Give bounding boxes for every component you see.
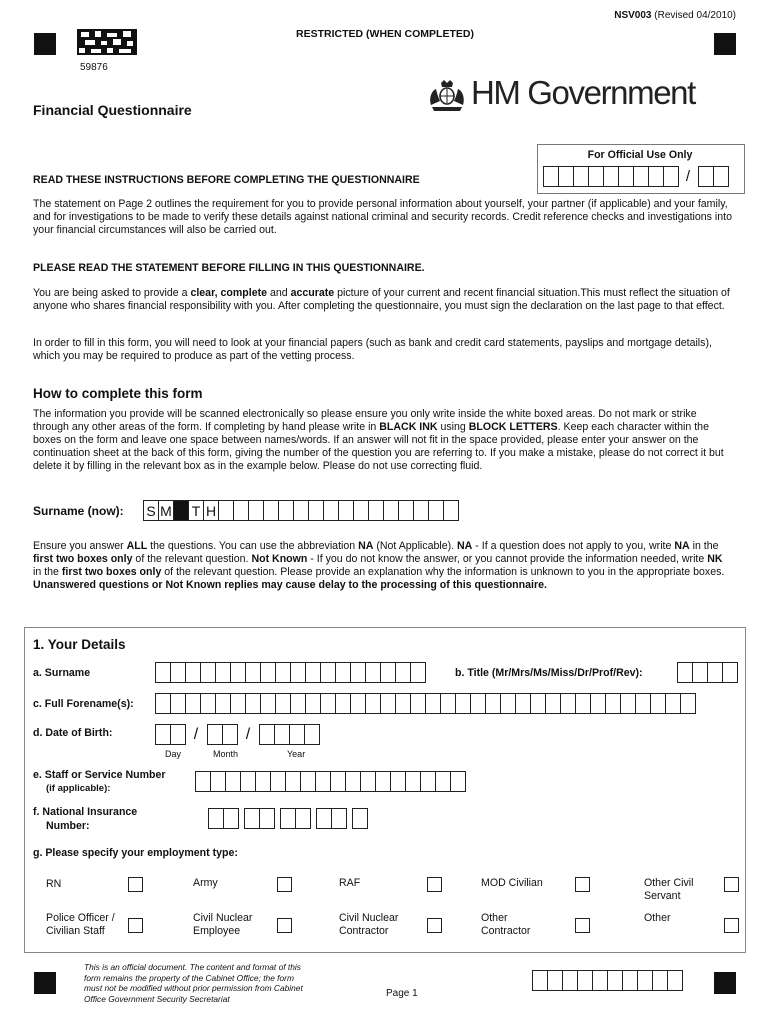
how-to-heading: How to complete this form <box>33 386 203 401</box>
char-box[interactable] <box>532 970 548 991</box>
char-box[interactable] <box>405 771 421 792</box>
char-box[interactable] <box>295 808 311 829</box>
form-code-label: NSV003 <box>614 10 652 21</box>
char-box[interactable] <box>207 724 223 745</box>
char-box[interactable] <box>230 693 246 714</box>
text-run: BLOCK LETTERS <box>468 420 558 433</box>
option-raf-label: RAF <box>339 877 361 889</box>
char-box[interactable] <box>316 808 332 829</box>
char-box[interactable] <box>259 724 275 745</box>
char-box[interactable] <box>225 771 241 792</box>
char-box[interactable] <box>500 693 516 714</box>
char-box[interactable] <box>255 771 271 792</box>
char-box[interactable] <box>530 693 546 714</box>
char-box[interactable] <box>215 693 231 714</box>
char-box[interactable] <box>223 808 239 829</box>
char-box[interactable] <box>300 771 316 792</box>
char-box[interactable] <box>275 662 291 683</box>
barcode <box>77 29 137 55</box>
char-box[interactable] <box>335 693 351 714</box>
example-surname-boxes <box>143 500 458 521</box>
text-run: . Keep each character within the boxes on the form and leave one space between names/words. If an answer will not fit in the space provided, please enter your answer on the continuation sheet at the back of this form, giving the number of the question you are referring to. If you make a mistake, please do not correct it but delete it by filling in the relevant box as in the example below. Please do not use correcting fluid. <box>33 420 724 472</box>
text-run: using <box>437 420 469 433</box>
form-code <box>614 10 736 21</box>
option-police-label: Police Officer / Civilian Staff <box>46 912 115 937</box>
text-run: NK <box>707 552 723 565</box>
option-mod-civilian-label: MOD Civilian <box>481 877 543 889</box>
char-box[interactable] <box>200 662 216 683</box>
char-box[interactable] <box>350 662 366 683</box>
char-box[interactable] <box>410 693 426 714</box>
option-other-label: Other <box>644 912 671 924</box>
option-raf-checkbox[interactable] <box>427 877 442 892</box>
char-box[interactable] <box>245 693 261 714</box>
char-box[interactable] <box>410 662 426 683</box>
text-run: - If a question does not apply to you, write <box>472 540 675 552</box>
char-box[interactable] <box>440 693 456 714</box>
char-box[interactable] <box>185 693 201 714</box>
option-other-checkbox[interactable] <box>724 918 739 933</box>
option-army-label: Army <box>193 877 218 889</box>
dob-separator: / <box>193 726 199 743</box>
dob-label: d. Date of Birth: <box>33 727 113 739</box>
char-box[interactable] <box>545 693 561 714</box>
option-other-civil-servant-label: Other Civil Servant <box>644 877 694 902</box>
char-box[interactable] <box>380 693 396 714</box>
char-box <box>278 500 294 521</box>
text-run: The information you provide will be scanned electronically so please ensure you only write inside the white boxed areas. Do not mark or strike through any other areas of the form. If completing by hand please write in <box>33 408 697 433</box>
char-box[interactable] <box>215 662 231 683</box>
char-box[interactable] <box>560 693 576 714</box>
char-box[interactable] <box>352 808 368 829</box>
option-civil-nuclear-employee-checkbox[interactable] <box>277 918 292 933</box>
instructions-paragraph-3: In order to fill in this form, you will need to look at your financial papers (such as bank and credit card statements, payslips and mortgage details), which you may be required to produce as part of the vetting process. <box>33 337 712 362</box>
char-box <box>368 500 384 521</box>
char-box[interactable] <box>435 771 451 792</box>
char-box[interactable] <box>390 771 406 792</box>
surname-input[interactable] <box>155 662 425 683</box>
dob-input[interactable] <box>155 724 319 745</box>
title-label: b. Title (Mr/Mrs/Ms/Miss/Dr/Prof/Rev): <box>455 667 643 679</box>
restricted-label: RESTRICTED (WHEN COMPLETED) <box>296 28 474 40</box>
text-run: Not Known <box>251 552 308 565</box>
forenames-input[interactable] <box>155 693 695 714</box>
char-box[interactable] <box>577 970 593 991</box>
instructions-paragraph-1: The statement on Page 2 outlines the requirement for you to provide personal information about yourself, your partner (if applicable) and your family, and for investigations to be made to verify these details against national criminal and security records. Credit reference checks and investigations into your financial circumstances will also be carried out. <box>33 198 732 236</box>
char-box[interactable] <box>185 662 201 683</box>
char-box[interactable] <box>280 808 296 829</box>
char-box[interactable] <box>680 693 696 714</box>
char-box[interactable] <box>170 724 186 745</box>
char-box[interactable] <box>420 771 436 792</box>
option-other-civil-servant-checkbox[interactable] <box>724 877 739 892</box>
example-deleted-box <box>173 500 189 521</box>
char-box[interactable] <box>425 693 441 714</box>
text-run: in the <box>33 565 62 578</box>
char-box[interactable] <box>667 970 683 991</box>
char-box[interactable] <box>698 166 714 187</box>
page-title: Financial Questionnaire <box>33 102 192 118</box>
how-to-paragraph <box>33 408 733 473</box>
text-run: picture of your current and recent financial situation.This must reflect the situation of anyone who shares financial responsibility with you. After completing the questionnaire, you must sign the declaration on the last page to that effect. <box>33 287 730 312</box>
text-run: NA <box>457 540 473 552</box>
char-box <box>383 500 399 521</box>
char-box[interactable] <box>722 662 738 683</box>
char-box[interactable] <box>365 693 381 714</box>
option-rn-checkbox[interactable] <box>128 877 143 892</box>
char-box[interactable] <box>331 808 347 829</box>
char-box <box>353 500 369 521</box>
char-box[interactable] <box>515 693 531 714</box>
char-box <box>323 500 339 521</box>
instructions-heading: READ THESE INSTRUCTIONS BEFORE COMPLETING THE QUESTIONNAIRE <box>33 174 420 186</box>
char-box[interactable] <box>637 970 653 991</box>
char-box <box>248 500 264 521</box>
char-box[interactable] <box>305 662 321 683</box>
char-box[interactable] <box>620 693 636 714</box>
char-box <box>263 500 279 521</box>
forenames-label: c. Full Forename(s): <box>33 698 134 710</box>
char-box[interactable] <box>650 693 666 714</box>
option-army-checkbox[interactable] <box>277 877 292 892</box>
char-box[interactable] <box>365 662 381 683</box>
instructions-paragraph-2 <box>33 287 733 313</box>
official-use-label: For Official Use Only <box>587 149 693 161</box>
year-caption: Year <box>287 749 306 759</box>
char-box[interactable] <box>607 970 623 991</box>
char-box[interactable] <box>320 693 336 714</box>
statement-heading: PLEASE READ THE STATEMENT BEFORE FILLING IN THIS QUESTIONNAIRE. <box>33 262 425 274</box>
text-run: - If you do not know the answer, or you cannot provide the information needed, write <box>307 552 708 565</box>
text-run: Unanswered questions or Not Known replies may cause delay to the processing of this questionnaire. <box>33 578 547 591</box>
example-surname-label: Surname (now): <box>33 504 124 518</box>
char-box[interactable] <box>320 662 336 683</box>
option-other-contractor-label: Other Contractor <box>481 912 531 937</box>
text-run: first two boxes only <box>61 565 162 578</box>
char-box[interactable] <box>395 693 411 714</box>
char-box[interactable] <box>677 662 693 683</box>
char-box[interactable] <box>222 724 238 745</box>
option-other-contractor-checkbox[interactable] <box>575 918 590 933</box>
char-box[interactable] <box>547 970 563 991</box>
char-box[interactable] <box>485 693 501 714</box>
char-box[interactable] <box>240 771 256 792</box>
char-box[interactable] <box>170 662 186 683</box>
char-box[interactable] <box>470 693 486 714</box>
char-box[interactable] <box>315 771 331 792</box>
char-box[interactable] <box>590 693 606 714</box>
ni-sublabel: Number: <box>46 820 90 832</box>
dob-separator: / <box>245 726 251 743</box>
option-mod-civilian-checkbox[interactable] <box>575 877 590 892</box>
ni-input[interactable] <box>208 808 367 829</box>
char-box[interactable] <box>665 693 681 714</box>
char-box[interactable] <box>230 662 246 683</box>
text-run: of the relevant question. Please provide an explanation why the information is unknown to you in the appropriate boxes. <box>161 565 725 578</box>
char-box[interactable] <box>543 166 559 187</box>
char-box[interactable] <box>289 724 305 745</box>
text-run: clear, complete <box>190 287 268 299</box>
char-box[interactable] <box>244 808 260 829</box>
footer-reference-boxes <box>532 970 682 991</box>
char-box[interactable] <box>652 970 668 991</box>
char-box[interactable] <box>588 166 604 187</box>
text-run: of the relevant question. <box>132 552 252 565</box>
char-box <box>218 500 234 521</box>
your-details-heading: 1. Your Details <box>33 637 126 652</box>
registration-mark-bottom-left <box>34 972 56 994</box>
char-box[interactable] <box>304 724 320 745</box>
char-box[interactable] <box>692 662 708 683</box>
option-civil-nuclear-contractor-label: Civil Nuclear Contractor <box>339 912 399 937</box>
char-box[interactable] <box>210 771 226 792</box>
text-run: in the <box>689 540 719 552</box>
option-rn-label: RN <box>46 878 62 890</box>
char-box[interactable] <box>290 693 306 714</box>
char-box[interactable] <box>622 970 638 991</box>
text-run: Ensure you answer <box>33 540 127 552</box>
royal-crest-icon <box>427 79 467 113</box>
char-box[interactable] <box>195 771 211 792</box>
ni-label: f. National Insurance <box>33 806 138 818</box>
day-caption: Day <box>165 749 182 759</box>
char-box <box>413 500 429 521</box>
example-char-box: S <box>143 500 159 521</box>
char-box[interactable] <box>275 693 291 714</box>
text-run: NA <box>358 540 374 552</box>
month-caption: Month <box>213 749 239 759</box>
char-box <box>398 500 414 521</box>
char-box[interactable] <box>170 693 186 714</box>
staff-number-sublabel: (if applicable): <box>46 783 111 794</box>
registration-mark-bottom-right <box>714 972 736 994</box>
char-box[interactable] <box>260 693 276 714</box>
official-use-boxes[interactable] <box>543 166 728 187</box>
text-run: ALL <box>126 540 148 552</box>
char-box[interactable] <box>603 166 619 187</box>
char-box[interactable] <box>573 166 589 187</box>
char-box[interactable] <box>360 771 376 792</box>
title-input[interactable] <box>677 662 737 683</box>
example-char-box: H <box>203 500 219 521</box>
not-applicable-paragraph <box>33 540 733 592</box>
char-box[interactable] <box>305 693 321 714</box>
char-box[interactable] <box>618 166 634 187</box>
example-char-box: T <box>188 500 204 521</box>
char-box[interactable] <box>713 166 729 187</box>
char-box[interactable] <box>208 808 224 829</box>
char-box[interactable] <box>155 724 171 745</box>
official-use-separator: / <box>685 168 691 185</box>
text-run: You are being asked to provide a <box>33 287 191 299</box>
char-box <box>338 500 354 521</box>
char-box[interactable] <box>575 693 591 714</box>
staff-number-input[interactable] <box>195 771 465 792</box>
char-box <box>233 500 249 521</box>
char-box <box>428 500 444 521</box>
text-run: (Not Applicable). <box>373 540 458 552</box>
char-box[interactable] <box>270 771 286 792</box>
char-box[interactable] <box>200 693 216 714</box>
char-box <box>443 500 459 521</box>
footer-notice: This is an official document. The content and format of this form remains the property of the Cabinet Office; the form must not be modified without prior permission from Cabinet Office Government Security Secretariat <box>84 962 303 1004</box>
char-box[interactable] <box>558 166 574 187</box>
char-box <box>293 500 309 521</box>
char-box[interactable] <box>350 693 366 714</box>
char-box[interactable] <box>274 724 290 745</box>
char-box[interactable] <box>259 808 275 829</box>
hm-government-logo-text: HM Government <box>471 74 695 111</box>
char-box[interactable] <box>335 662 351 683</box>
char-box[interactable] <box>562 970 578 991</box>
text-run: and <box>267 287 291 299</box>
char-box[interactable] <box>605 693 621 714</box>
char-box[interactable] <box>375 771 391 792</box>
char-box[interactable] <box>707 662 723 683</box>
option-civil-nuclear-employee-label: Civil Nuclear Employee <box>193 912 253 937</box>
revision-label: (Revised 04/2010) <box>654 10 736 21</box>
option-police-checkbox[interactable] <box>128 918 143 933</box>
char-box[interactable] <box>285 771 301 792</box>
page-number: Page 1 <box>386 988 418 999</box>
barcode-number: 59876 <box>80 62 108 73</box>
text-run: NA <box>674 540 690 552</box>
surname-label: a. Surname <box>33 667 91 679</box>
char-box[interactable] <box>663 166 679 187</box>
char-box[interactable] <box>345 771 361 792</box>
char-box[interactable] <box>648 166 664 187</box>
char-box[interactable] <box>260 662 276 683</box>
text-run: BLACK INK <box>379 420 438 433</box>
char-box <box>308 500 324 521</box>
char-box[interactable] <box>635 693 651 714</box>
char-box[interactable] <box>380 662 396 683</box>
employment-type-label: g. Please specify your employment type: <box>33 847 238 859</box>
char-box[interactable] <box>395 662 411 683</box>
char-box[interactable] <box>245 662 261 683</box>
char-box[interactable] <box>592 970 608 991</box>
option-civil-nuclear-contractor-checkbox[interactable] <box>427 918 442 933</box>
char-box[interactable] <box>155 662 171 683</box>
text-run: accurate <box>290 287 335 299</box>
example-char-box: M <box>158 500 174 521</box>
char-box[interactable] <box>455 693 471 714</box>
text-run: the questions. You can use the abbreviation <box>147 540 359 552</box>
char-box[interactable] <box>330 771 346 792</box>
staff-number-label: e. Staff or Service Number <box>33 769 166 781</box>
char-box[interactable] <box>290 662 306 683</box>
text-run: first two boxes only <box>33 552 133 565</box>
char-box[interactable] <box>155 693 171 714</box>
char-box[interactable] <box>450 771 466 792</box>
char-box[interactable] <box>633 166 649 187</box>
